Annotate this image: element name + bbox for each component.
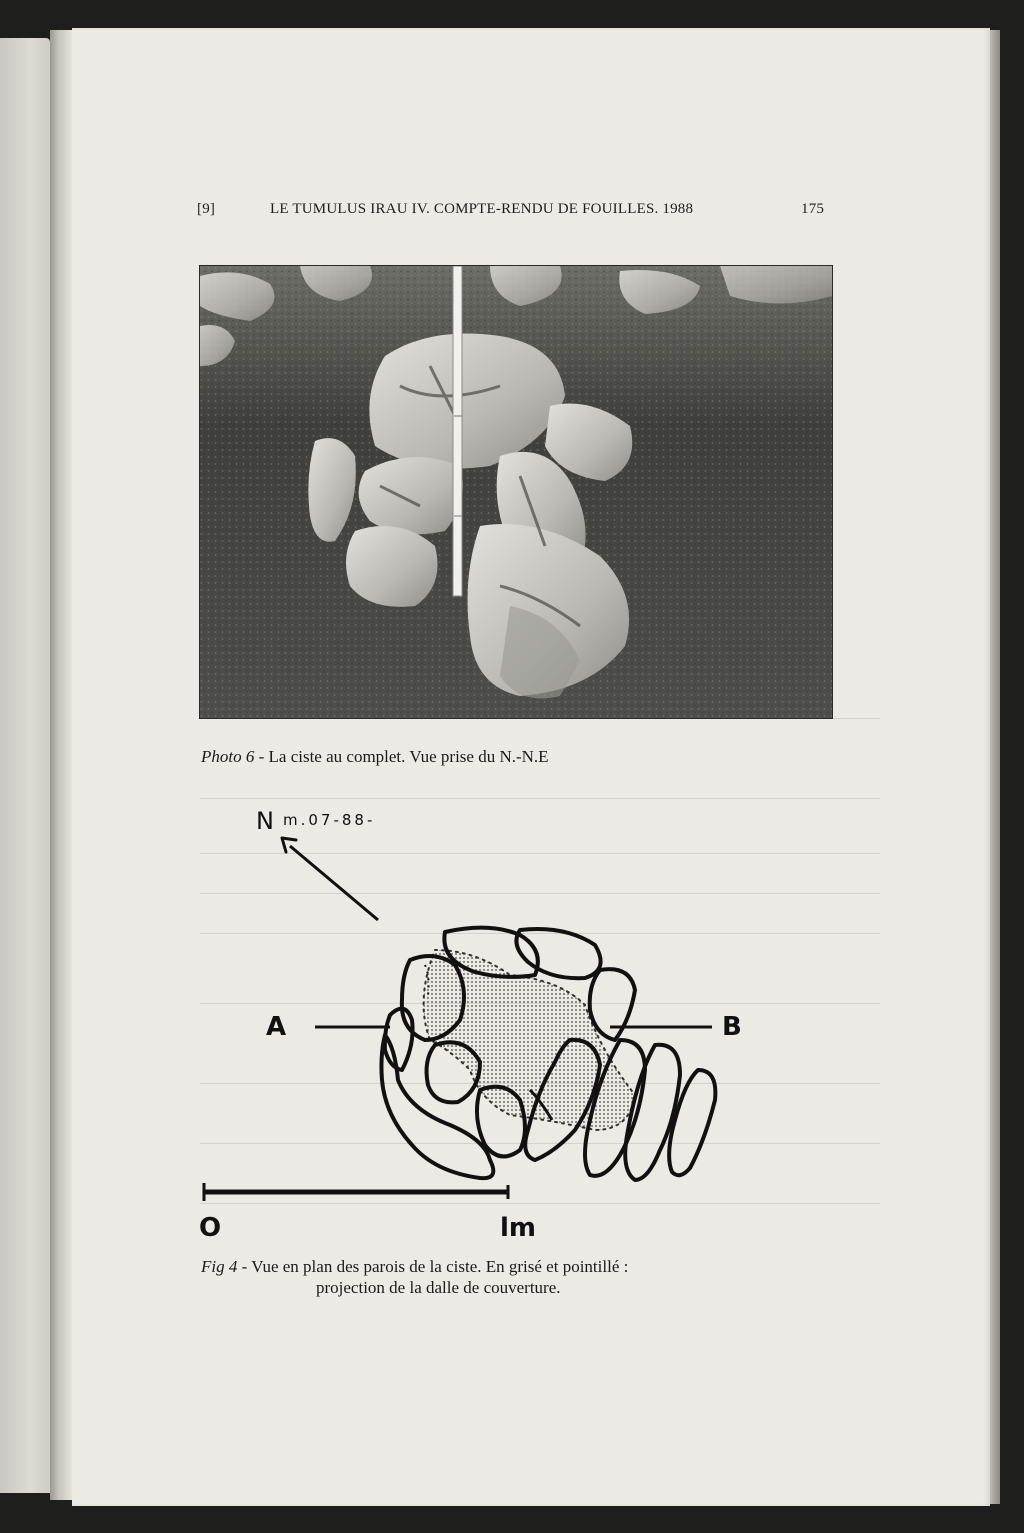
photo-caption-text: - La ciste au complet. Vue prise du N.-N.E <box>254 747 549 766</box>
section-number: [9] <box>197 201 216 217</box>
running-title: LE TUMULUS IRAU IV. COMPTE-RENDU DE FOUILLES. 1988 <box>270 201 694 217</box>
figure-caption-label: Fig 4 <box>201 1257 238 1276</box>
section-label-a: A <box>266 1012 287 1042</box>
left-page-edge <box>0 38 50 1493</box>
page-fore-edge <box>990 30 1000 1504</box>
scale-label-one-metre: lm <box>500 1213 537 1243</box>
scale-label-zero: O <box>199 1213 222 1243</box>
north-label: N <box>256 807 275 835</box>
running-head <box>0 201 1024 223</box>
drawing-reference: m.07-88- <box>283 811 376 829</box>
cist-photograph-image <box>200 266 832 718</box>
photo-caption <box>201 747 549 767</box>
cist-photograph <box>199 265 833 719</box>
photo-caption-label: Photo 6 <box>201 747 255 766</box>
scale-bar <box>204 1183 508 1201</box>
figure-caption-line2: projection de la dalle de couverture. <box>316 1278 561 1297</box>
figure-caption <box>201 1257 628 1277</box>
page-number: 175 <box>801 201 825 217</box>
book-gutter <box>50 30 72 1500</box>
north-arrow <box>282 838 378 920</box>
section-label-b: B <box>722 1012 742 1042</box>
figure-caption-line1: - Vue en plan des parois de la ciste. En grisé et pointillé : <box>237 1257 629 1276</box>
